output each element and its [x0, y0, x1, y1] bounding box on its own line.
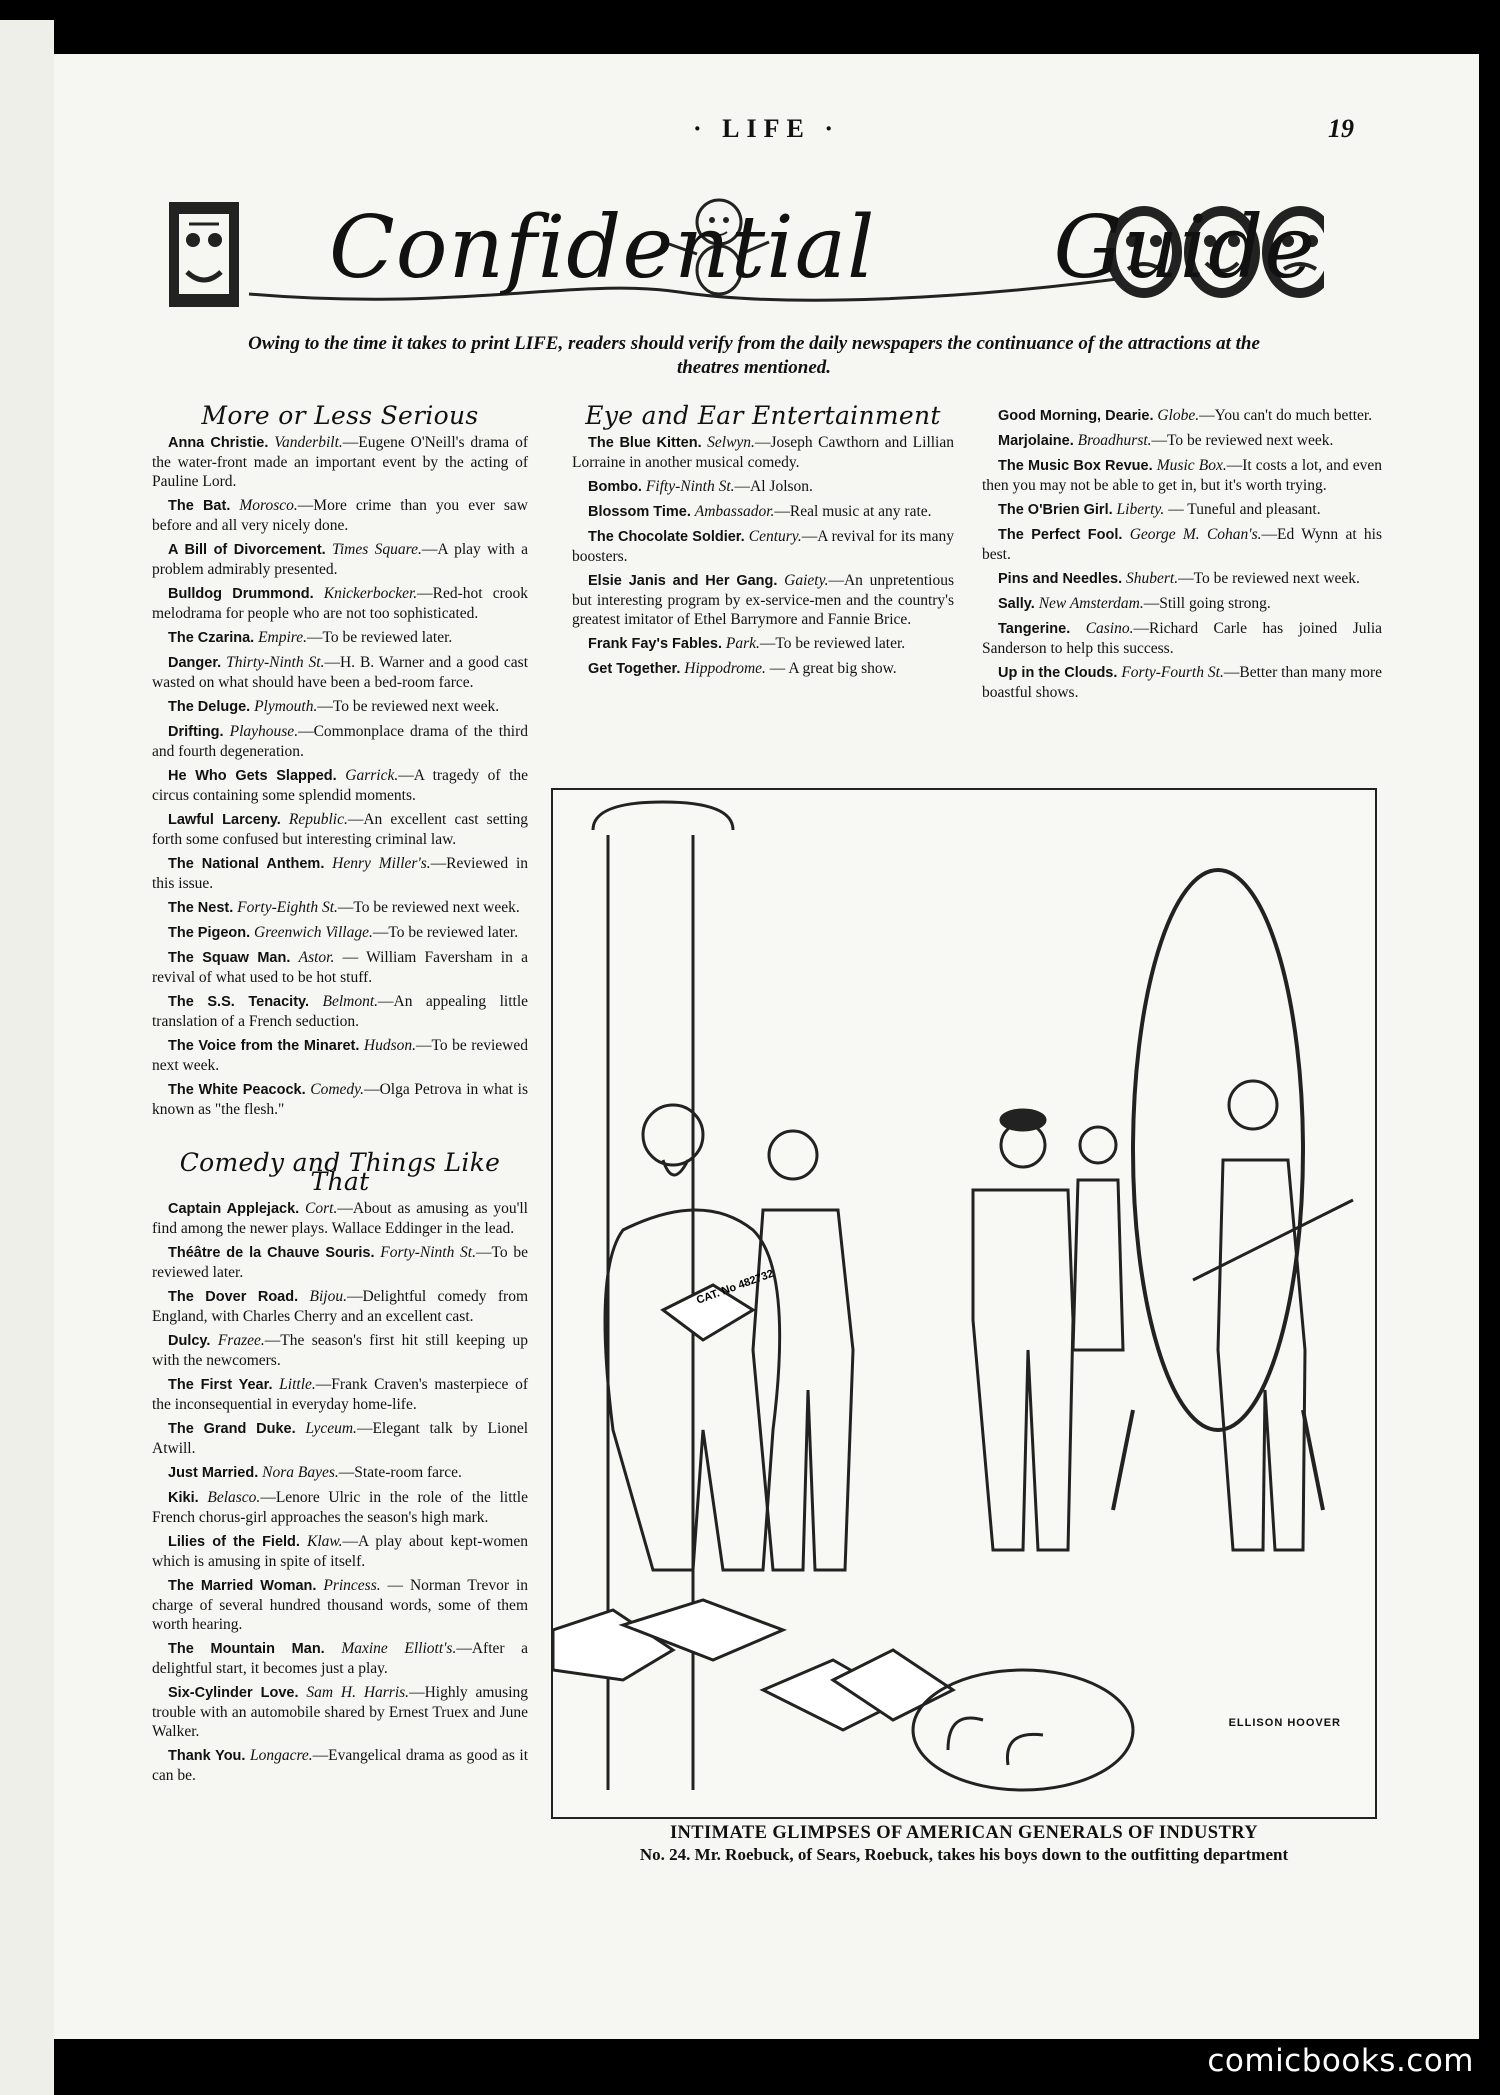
- entry-venue: Sam H. Harris.: [306, 1684, 410, 1701]
- list-serious: [152, 433, 528, 1119]
- guide-entry: [152, 810, 528, 849]
- entry-text: —To be reviewed next week.: [337, 899, 520, 916]
- entry-text: —Olga Petrova in what is known as "the flesh.": [152, 1081, 528, 1118]
- entry-text: —A tragedy of the circus containing some splendid moments.: [152, 767, 529, 804]
- guide-entry: [152, 923, 528, 943]
- entry-text: —After a delightful start, it becomes just a play.: [152, 1640, 529, 1677]
- guide-entry: [152, 1243, 528, 1282]
- guide-entry: [152, 1287, 528, 1326]
- guide-entry: [152, 766, 528, 805]
- guide-entry: [982, 431, 1382, 451]
- heading-eye-ear: Eye and Ear Entertainment: [585, 401, 941, 430]
- entry-title: A Bill of Divorcement.: [168, 542, 326, 558]
- guide-entry: [572, 659, 954, 679]
- guide-entry: [982, 406, 1382, 426]
- entry-text: —Better than many more boastful shows.: [982, 664, 1383, 701]
- entry-title: The White Peacock.: [168, 1082, 306, 1098]
- spotted-suit-man-drawing: [1193, 1081, 1353, 1550]
- entry-text: —Highly amusing trouble with an automobile shared by Ernest Truex and June Walker.: [152, 1684, 528, 1740]
- entry-venue: Astor.: [298, 949, 335, 966]
- entry-title: The Bat.: [168, 498, 231, 514]
- entry-venue: Belasco.: [207, 1489, 261, 1506]
- entry-venue: Selwyn.: [707, 434, 755, 451]
- list-comedy: [152, 1199, 528, 1785]
- entry-title: Pins and Needles.: [998, 571, 1123, 587]
- entry-venue: Playhouse.: [229, 723, 299, 740]
- entry-title: Good Morning, Dearie.: [998, 408, 1154, 424]
- guide-entry: [152, 496, 528, 535]
- guide-entry: [152, 1683, 528, 1741]
- entry-title: Six-Cylinder Love.: [168, 1685, 299, 1701]
- entry-venue: Park.: [725, 635, 760, 652]
- entry-text: —An excellent cast setting forth some confused but interesting criminal law.: [152, 811, 529, 848]
- entry-venue: Lyceum.: [305, 1420, 357, 1437]
- guide-entry: [152, 433, 528, 491]
- guide-entry: [152, 948, 528, 987]
- entry-title: Tangerine.: [998, 621, 1071, 637]
- entry-title: The Perfect Fool.: [998, 527, 1123, 543]
- entry-text: —A play with a problem admirably presented.: [152, 541, 528, 578]
- entry-title: The First Year.: [168, 1377, 273, 1393]
- entry-title: Kiki.: [168, 1490, 199, 1506]
- intro-note: Owing to the time it takes to print LIFE, readers should verify from the daily newspapers the continuance of the attractions at the theatres mentioned.: [248, 333, 1260, 378]
- column-right: [982, 406, 1382, 707]
- entry-title: The Married Woman.: [168, 1578, 317, 1594]
- entry-text: —An unpretentious but interesting program by ex-service-men and the country's greatest imitator of Ethel Barrymore and Fannie Brice.: [572, 572, 955, 628]
- guide-entry: [572, 502, 954, 522]
- heading-comedy: Comedy and Things Like That: [179, 1148, 501, 1196]
- entry-venue: Cort.: [305, 1200, 338, 1217]
- entry-title: He Who Gets Slapped.: [168, 768, 337, 784]
- entry-venue: Maxine Elliott's.: [341, 1640, 457, 1657]
- entry-venue: Morosco.: [239, 497, 298, 514]
- entry-text: —Real music at any rate.: [774, 503, 932, 520]
- guide-entry: [982, 569, 1382, 589]
- entry-text: — William Faversham in a revival of what used to be hot stuff.: [152, 949, 528, 986]
- guide-entry: [152, 992, 528, 1031]
- entry-venue: Hippodrome.: [684, 660, 766, 677]
- guide-entry: [982, 500, 1382, 520]
- entry-text: —Al Jolson.: [734, 478, 813, 495]
- caption-line-2: No. 24. Mr. Roebuck, of Sears, Roebuck, takes his boys down to the outfitting department: [639, 1845, 1289, 1864]
- guide-entry: [572, 433, 954, 472]
- entry-venue: Plymouth.: [254, 698, 318, 715]
- entry-venue: George M. Cohan's.: [1129, 526, 1262, 543]
- entry-venue: Ambassador.: [694, 503, 775, 520]
- guide-entry: [152, 540, 528, 579]
- entry-text: —Frank Craven's masterpiece of the inconsequential in everyday home-life.: [152, 1376, 528, 1413]
- cartoon-caption: [551, 1822, 1377, 1866]
- entry-venue: Hudson.: [363, 1037, 416, 1054]
- entry-text: —A play about kept-women which is amusing in spite of itself.: [152, 1533, 528, 1570]
- entry-text: —Commonplace drama of the third and fourth degeneration.: [152, 723, 528, 760]
- entry-text: — Tuneful and pleasant.: [1164, 501, 1321, 518]
- entry-venue: Garrick.: [345, 767, 399, 784]
- entry-text: —Evangelical drama as good as it can be.: [152, 1747, 529, 1784]
- guide-entry: [982, 525, 1382, 564]
- entry-title: Captain Applejack.: [168, 1201, 300, 1217]
- entry-venue: Century.: [748, 528, 802, 545]
- list-eye-ear: [572, 433, 954, 679]
- list-eye-ear-continued: [982, 406, 1382, 702]
- entry-text: —To be reviewed later.: [152, 1244, 529, 1281]
- cartoon-illustration: [551, 788, 1377, 1819]
- guide-entry: [152, 1532, 528, 1571]
- artist-signature: ELLISON HOOVER: [1228, 1717, 1341, 1729]
- entry-text: —To be reviewed later.: [307, 629, 453, 646]
- entry-venue: Republic.: [288, 811, 348, 828]
- entry-text: —It costs a lot, and even then you may not be able to get in, but it's worth trying.: [982, 457, 1383, 494]
- guide-entry: [572, 571, 954, 629]
- entry-venue: Knickerbocker.: [323, 585, 418, 602]
- guide-entry: [572, 527, 954, 566]
- entry-title: Frank Fay's Fables.: [588, 636, 723, 652]
- catalog-book-label: CAT. No 482732: [694, 1267, 776, 1307]
- entry-venue: Greenwich Village.: [254, 924, 373, 941]
- entry-text: —Joseph Cawthorn and Lillian Lorraine in another musical comedy.: [572, 434, 954, 471]
- guide-entry: [982, 663, 1382, 702]
- entry-title: The Mountain Man.: [168, 1641, 325, 1657]
- entry-title: The O'Brien Girl.: [998, 502, 1113, 518]
- guide-entry: [152, 1375, 528, 1414]
- entry-venue: Thirty-Ninth St.: [226, 654, 325, 671]
- guide-entry: [152, 1463, 528, 1483]
- books-drawing: [553, 1600, 953, 1730]
- tiki-mask-icon: [169, 202, 239, 307]
- entry-title: The Squaw Man.: [168, 950, 291, 966]
- entry-venue: Music Box.: [1156, 457, 1227, 474]
- entry-title: The Pigeon.: [168, 925, 251, 941]
- entry-venue: Forty-Ninth St.: [380, 1244, 476, 1261]
- guide-entry: [152, 1080, 528, 1119]
- guide-entry: [152, 697, 528, 717]
- entry-title: The National Anthem.: [168, 856, 325, 872]
- entry-title: Get Together.: [588, 661, 681, 677]
- entry-text: —Elegant talk by Lionel Atwill.: [152, 1420, 529, 1457]
- banner-title-right: Guide: [1053, 198, 1317, 298]
- entry-text: —Delightful comedy from England, with Charles Cherry and an excellent cast.: [152, 1288, 529, 1325]
- entry-venue: Klaw.: [306, 1533, 343, 1550]
- entry-text: —Reviewed in this issue.: [152, 855, 529, 892]
- entry-text: —To be reviewed later.: [759, 635, 906, 652]
- entry-text: — Norman Trevor in charge of several hundred thousand words, some of them worth hearing.: [152, 1577, 528, 1633]
- guide-entry: [982, 456, 1382, 495]
- entry-title: Lilies of the Field.: [168, 1534, 300, 1550]
- entry-title: Bombo.: [588, 479, 642, 495]
- guide-entry: [152, 1746, 528, 1785]
- entry-text: —More crime than you ever saw before and all very nicely done.: [152, 497, 528, 534]
- entry-venue: Broadhurst.: [1077, 432, 1152, 449]
- entry-text: —To be reviewed next week.: [1151, 432, 1334, 449]
- entry-text: —Ed Wynn at his best.: [982, 526, 1382, 563]
- entry-venue: Liberty.: [1116, 501, 1165, 518]
- entry-venue: Little.: [279, 1376, 316, 1393]
- site-watermark: comicbooks.com: [1207, 2043, 1474, 2079]
- entry-venue: Times Square.: [332, 541, 422, 558]
- entry-text: —Lenore Ulric in the role of the little French chorus-girl approaches the season's high mark.: [152, 1489, 528, 1526]
- banner-title-left: Confidential: [329, 198, 876, 298]
- entry-title: The Grand Duke.: [168, 1421, 296, 1437]
- entry-title: Sally.: [998, 596, 1035, 612]
- entry-venue: Belmont.: [322, 993, 379, 1010]
- confidential-guide-banner: [159, 182, 1324, 332]
- entry-title: Lawful Larceny.: [168, 812, 281, 828]
- entry-venue: Fifty-Ninth St.: [645, 478, 735, 495]
- entry-venue: Casino.: [1085, 620, 1134, 637]
- entry-title: Just Married.: [168, 1465, 259, 1481]
- entry-text: —Eugene O'Neill's drama of the water-front made an important event by the acting of Pauline Lord.: [152, 434, 528, 490]
- guide-entry: [152, 854, 528, 893]
- entry-title: Théâtre de la Chauve Souris.: [168, 1245, 375, 1261]
- entry-text: —To be reviewed next week.: [1178, 570, 1360, 587]
- guide-entry: [152, 1576, 528, 1634]
- entry-text: —State-room farce.: [338, 1464, 462, 1481]
- entry-venue: Empire.: [258, 629, 308, 646]
- caption-line-1: INTIMATE GLIMPSES OF AMERICAN GENERALS OF INDUSTRY: [669, 1823, 1259, 1843]
- entry-venue: New Amsterdam.: [1038, 595, 1144, 612]
- entry-title: The Nest.: [168, 900, 234, 916]
- entry-title: The Deluge.: [168, 699, 251, 715]
- guide-entry: [152, 1036, 528, 1075]
- guide-entry: [152, 1199, 528, 1238]
- guide-entry: [152, 1331, 528, 1370]
- heading-serious: More or Less Serious: [201, 401, 479, 430]
- guide-entry: [152, 1639, 528, 1678]
- guide-entry: [572, 634, 954, 654]
- bowler-man-drawing: [973, 1110, 1073, 1550]
- column-middle: [572, 401, 955, 684]
- entry-title: Bulldog Drummond.: [168, 586, 314, 602]
- entry-text: —You can't do much better.: [1199, 407, 1373, 424]
- guide-entry: [152, 628, 528, 648]
- entry-title: The Czarina.: [168, 630, 255, 646]
- entry-text: —H. B. Warner and a good cast wasted on what should have been a bed-room farce.: [152, 654, 528, 691]
- entry-venue: Princess.: [323, 1577, 381, 1594]
- assistant-drawing: [1073, 1127, 1123, 1350]
- entry-text: —To be reviewed next week.: [317, 698, 500, 715]
- entry-title: Danger.: [168, 655, 222, 671]
- entry-title: The S.S. Tenacity.: [168, 994, 310, 1010]
- entry-venue: Vanderbilt.: [274, 434, 343, 451]
- column-left: [152, 401, 529, 1790]
- entry-text: —A revival for its many boosters.: [572, 528, 954, 565]
- entry-title: Anna Christie.: [168, 435, 269, 451]
- guide-entry: [152, 1419, 528, 1458]
- entry-venue: Shubert.: [1125, 570, 1179, 587]
- entry-venue: Longacre.: [249, 1747, 313, 1764]
- cartoon-drawing: [553, 790, 1375, 1817]
- guide-entry: [152, 898, 528, 918]
- entry-title: The Dover Road.: [168, 1289, 299, 1305]
- entry-text: —To be reviewed later.: [372, 924, 519, 941]
- entry-venue: Henry Miller's.: [332, 855, 431, 872]
- entry-title: Dulcy.: [168, 1333, 211, 1349]
- banner-title: [329, 198, 1316, 298]
- guide-entry: [152, 584, 528, 623]
- entry-title: Marjolaine.: [998, 433, 1074, 449]
- entry-text: —Richard Carle has joined Julia Sanderson to help this success.: [982, 620, 1383, 657]
- entry-text: — A great big show.: [765, 660, 897, 677]
- guide-entry: [152, 653, 528, 692]
- entry-title: Blossom Time.: [588, 504, 691, 520]
- magazine-page: [54, 54, 1479, 2039]
- entry-venue: Comedy.: [310, 1081, 365, 1098]
- entry-venue: Forty-Eighth St.: [237, 899, 338, 916]
- entry-title: The Chocolate Soldier.: [588, 529, 745, 545]
- entry-text: —An appealing little translation of a French seduction.: [152, 993, 529, 1030]
- entry-venue: Globe.: [1157, 407, 1200, 424]
- entry-title: The Voice from the Minaret.: [168, 1038, 360, 1054]
- guide-entry: [982, 594, 1382, 614]
- entry-venue: Gaiety.: [784, 572, 829, 589]
- entry-title: The Blue Kitten.: [588, 435, 702, 451]
- guide-entry: [152, 722, 528, 761]
- entry-title: Elsie Janis and Her Gang.: [588, 573, 778, 589]
- entry-title: Drifting.: [168, 724, 224, 740]
- guide-entry: [982, 619, 1382, 658]
- running-head: · LIFE ·: [692, 114, 841, 143]
- entry-text: —To be reviewed next week.: [152, 1037, 528, 1074]
- page-number: 19: [1328, 114, 1354, 143]
- entry-venue: Bijou.: [309, 1288, 347, 1305]
- entry-text: —Red-hot crook melodrama for people who are not too sophisticated.: [152, 585, 529, 622]
- guide-entry: [152, 1488, 528, 1527]
- entry-title: Up in the Clouds.: [998, 665, 1118, 681]
- accessory-table-drawing: [913, 1670, 1133, 1790]
- entry-venue: Frazee.: [217, 1332, 265, 1349]
- facing-page-edge: [0, 20, 54, 2095]
- entry-text: —The season's first hit still keeping up with the newcomers.: [152, 1332, 528, 1369]
- guide-entry: [572, 477, 954, 497]
- entry-text: —About as amusing as you'll find among the newer plays. Wallace Eddinger in the lead.: [152, 1200, 528, 1237]
- entry-title: The Music Box Revue.: [998, 458, 1153, 474]
- entry-venue: Forty-Fourth St.: [1121, 664, 1224, 681]
- entry-text: —Still going strong.: [1143, 595, 1271, 612]
- entry-venue: Nora Bayes.: [262, 1464, 339, 1481]
- entry-title: Thank You.: [168, 1748, 246, 1764]
